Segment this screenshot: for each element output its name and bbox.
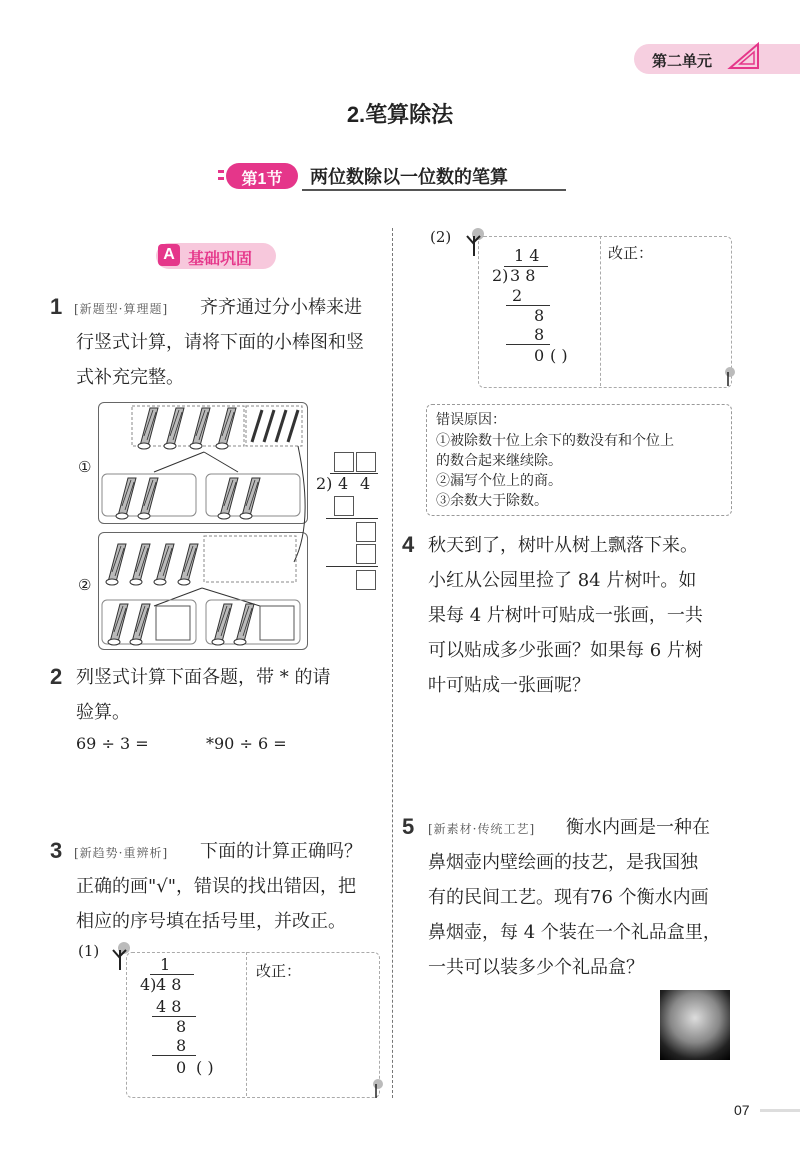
section-number: 第1节 <box>241 171 283 188</box>
question-4-line-2: 小红从公园里捡了 84 片树叶。如 <box>428 570 697 591</box>
row-label-2: ② <box>78 576 92 594</box>
part-2-step-2: 8 <box>534 306 545 325</box>
question-5-line-5: 一共可以装多少个礼品盒？ <box>428 957 644 978</box>
step-box-3[interactable] <box>356 544 376 564</box>
question-3-line-1: 下面的计算正确吗？ <box>200 841 362 862</box>
question-4-line-3: 果每 4 片树叶可贴成一张画，一共 <box>428 605 703 626</box>
step-line-2 <box>326 566 378 567</box>
quotient-box-1[interactable] <box>334 452 354 472</box>
part-2-quotient: 1 4 <box>514 246 540 265</box>
part-1-line-2 <box>152 1055 196 1056</box>
part-2-step-3: 8 <box>534 325 545 344</box>
part-1-step-1: 4 8 <box>156 997 182 1016</box>
part-1-quotient: 1 <box>160 955 171 974</box>
question-1-tag: [新题型·算理题] <box>74 302 169 316</box>
part-1-split <box>246 952 247 1096</box>
unit-label: 第二单元 <box>652 53 713 70</box>
page-bar <box>760 1109 800 1112</box>
part-2-dividend: 3 8 <box>510 266 536 285</box>
snuff-bottle-photo <box>660 990 730 1060</box>
question-3-tag: [新趋势·重辨析] <box>74 846 169 860</box>
q1-divisor: 2) <box>316 474 333 493</box>
question-2-line-1: 列竖式计算下面各题，带 * 的请 <box>76 667 331 688</box>
part-2-step-4: 0 <box>534 346 545 365</box>
question-1-line-2: 行竖式计算，请将下面的小棒图和竖 <box>76 332 364 353</box>
question-3-number: 3 <box>50 838 63 863</box>
level-badge-text: 基础巩固 <box>188 251 253 268</box>
question-5-line-2: 鼻烟壶内壁绘画的技艺，是我国独 <box>428 852 698 873</box>
part-1-step-4: 0 <box>176 1058 187 1077</box>
problem-1: 69 ÷ 3 = <box>76 734 149 753</box>
part-1-line-1 <box>152 1016 196 1017</box>
part-2-split <box>600 236 601 386</box>
quotient-box-2[interactable] <box>356 452 376 472</box>
part-1-divisor: 4) <box>140 975 157 994</box>
question-1-number: 1 <box>50 294 63 319</box>
question-4-number: 4 <box>402 532 415 557</box>
part-1-step-2: 8 <box>176 1017 187 1036</box>
question-5-line-1: 衡水内画是一种在 <box>566 817 710 838</box>
question-2-number: 2 <box>50 664 63 689</box>
column-divider <box>392 228 393 1098</box>
part-1-fix-label: 改正： <box>256 962 302 980</box>
step-box-2[interactable] <box>356 522 376 542</box>
error-reason-1b: 的数合起来继续除。 <box>436 453 562 469</box>
question-5-number: 5 <box>402 814 415 839</box>
level-badge-letter: A <box>158 244 180 266</box>
part-1-answer-paren[interactable]: ( ) <box>196 1058 214 1077</box>
triangle-ruler-icon <box>726 40 762 72</box>
question-3-line-2: 正确的画"√"，错误的找出错因，把 <box>76 876 357 897</box>
problem-2: *90 ÷ 6 = <box>206 734 287 753</box>
question-3-line-3: 相应的序号填在括号里，并改正。 <box>76 911 346 932</box>
part-1-label: (1) <box>78 942 100 960</box>
stick-diagram <box>98 402 318 652</box>
step-box-4[interactable] <box>356 570 376 590</box>
part-2-label: (2) <box>430 228 452 246</box>
part-2-divisor: 2) <box>492 266 509 285</box>
question-2-line-2: 验算。 <box>76 702 130 723</box>
step-line-1 <box>326 518 378 519</box>
tree-icon <box>370 1078 384 1098</box>
step-box-1[interactable] <box>334 496 354 516</box>
question-4-line-1: 秋天到了，树叶从树上飘落下来。 <box>428 535 698 556</box>
part-2-line-2 <box>506 344 550 345</box>
q1-dividend-ones: 4 <box>360 474 371 493</box>
question-4-line-5: 叶可贴成一张画呢？ <box>428 675 590 696</box>
question-5-line-4: 鼻烟壶，每 4 个装在一个礼品盒里， <box>428 922 721 943</box>
part-1-dividend: 4 8 <box>156 975 182 994</box>
question-1-line-1: 齐齐通过分小棒来进 <box>200 297 362 318</box>
page-number: 07 <box>734 1102 750 1118</box>
part-2-step-1: 2 <box>512 286 523 305</box>
error-reasons-title: 错误原因： <box>436 412 506 428</box>
part-2-answer-paren[interactable]: ( ) <box>550 346 568 365</box>
part-1-step-3: 8 <box>176 1036 187 1055</box>
question-5-tag: [新素材·传统工艺] <box>428 822 536 836</box>
row-label-1: ① <box>78 458 92 476</box>
question-4-line-4: 可以贴成多少张画？如果每 6 片树 <box>428 640 703 661</box>
q1-dividend-tens: 4 <box>338 474 349 493</box>
error-reason-3: ③余数大于除数。 <box>436 493 548 509</box>
section-title: 两位数除以一位数的笔算 <box>310 167 508 187</box>
question-5-line-3: 有的民间工艺。现有76 个衡水内画 <box>428 887 709 908</box>
chapter-title: 2.笔算除法 <box>346 102 454 127</box>
section-rule <box>302 189 566 191</box>
tree-icon <box>722 366 736 386</box>
part-2-fix-label: 改正： <box>608 244 654 262</box>
question-1-line-3: 式补充完整。 <box>76 367 184 388</box>
error-reason-2: ②漏写个位上的商。 <box>436 473 562 489</box>
error-reason-1a: ①被除数十位上余下的数没有和个位上 <box>436 433 674 449</box>
